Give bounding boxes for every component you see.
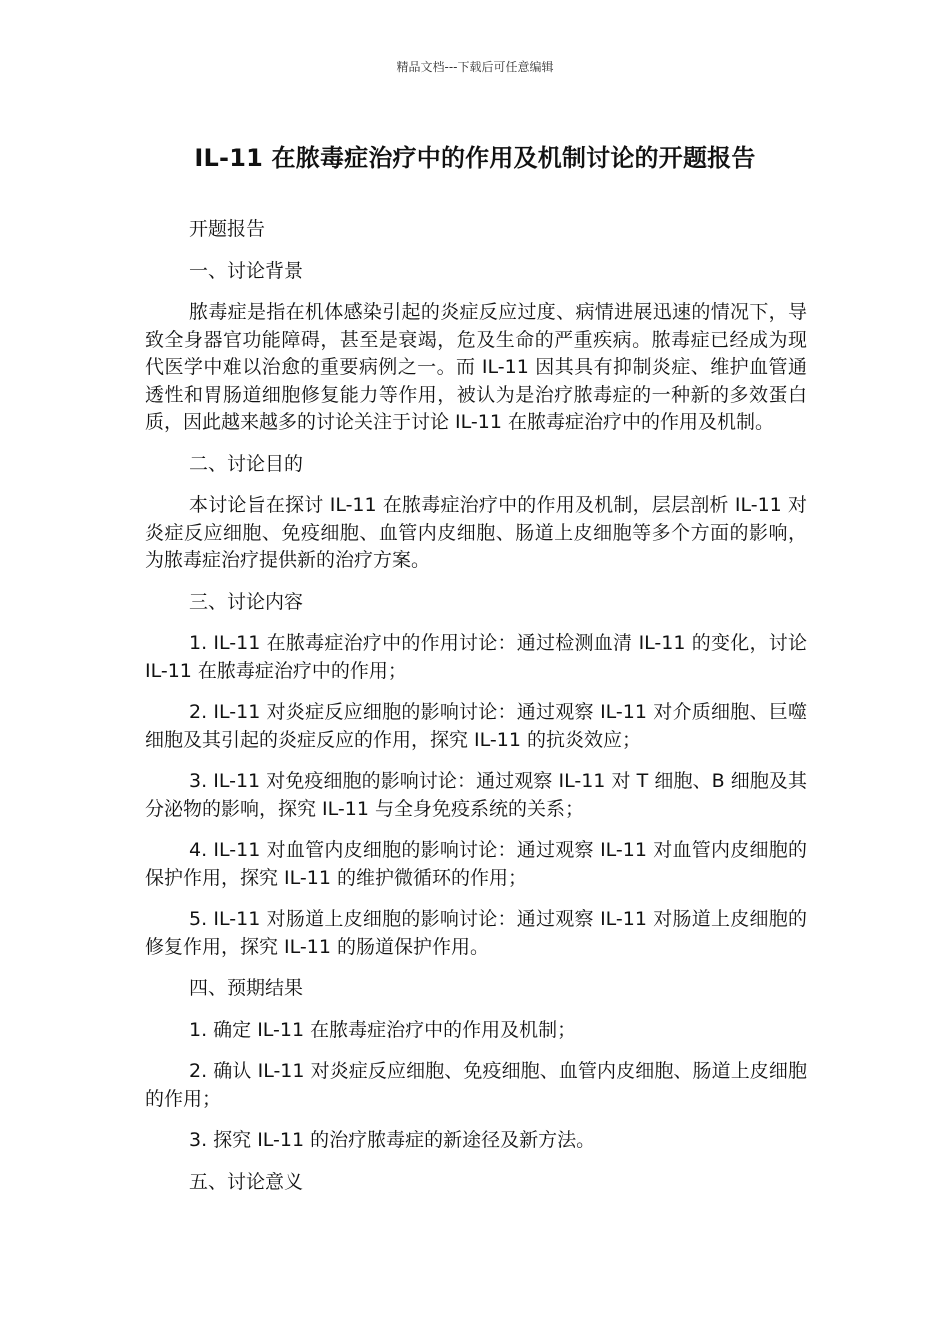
content-item: 4. IL-11 对血管内皮细胞的影响讨论：通过观察 IL-11 对血管内皮细胞的保护作用，探究 IL-11 的维护微循环的作用；	[145, 839, 807, 889]
content-item: 1. IL-11 在脓毒症治疗中的作用讨论：通过检测血清 IL-11 的变化，讨论 IL-11 在脓毒症治疗中的作用；	[145, 632, 807, 682]
document-body	[145, 216, 807, 1210]
result-item: 2. 确认 IL-11 对炎症反应细胞、免疫细胞、血管内皮细胞、肠道上皮细胞的作用；	[145, 1060, 807, 1110]
purpose-paragraph: 本讨论旨在探讨 IL-11 在脓毒症治疗中的作用及机制，层层剖析 IL-11 对炎症反应细胞、免疫细胞、血管内皮细胞、肠道上皮细胞等多个方面的影响，为脓毒症治疗提供新的治疗方案。	[145, 494, 807, 571]
section-heading-content: 三、讨论内容	[189, 590, 304, 613]
report-label: 开题报告	[189, 218, 266, 240]
section-heading-background: 一、讨论背景	[189, 259, 304, 282]
background-paragraph: 脓毒症是指在机体感染引起的炎症反应过度、病情进展迅速的情况下，导致全身器官功能障碍，甚至是衰竭，危及生命的严重疾病。脓毒症已经成为现代医学中难以治愈的重要病例之一。而 IL-11 因其具有抑制炎症、维护血管通透性和胃肠道细胞修复能力等作用，被认为是治疗脓毒症的一种新的多效蛋白质，因此越来越多的讨论关注于讨论 IL-11 在脓毒症治疗中的作用及机制。	[145, 301, 807, 433]
section-heading-significance: 五、讨论意义	[189, 1170, 304, 1193]
page-header: 精品文档---下载后可任意编辑	[396, 60, 554, 74]
result-item: 1. 确定 IL-11 在脓毒症治疗中的作用及机制；	[189, 1018, 577, 1041]
result-item: 3. 探究 IL-11 的治疗脓毒症的新途径及新方法。	[189, 1129, 596, 1151]
content-item: 2. IL-11 对炎症反应细胞的影响讨论：通过观察 IL-11 对介质细胞、巨噬细胞及其引起的炎症反应的作用，探究 IL-11 的抗炎效应；	[145, 701, 807, 751]
content-item: 3. IL-11 对免疫细胞的影响讨论：通过观察 IL-11 对 T 细胞、B 细胞及其分泌物的影响，探究 IL-11 与全身免疫系统的关系；	[145, 770, 807, 820]
content-item: 5. IL-11 对肠道上皮细胞的影响讨论：通过观察 IL-11 对肠道上皮细胞的修复作用，探究 IL-11 的肠道保护作用。	[145, 908, 807, 958]
section-heading-purpose: 二、讨论目的	[189, 452, 304, 475]
section-heading-expected-results: 四、预期结果	[189, 977, 304, 999]
document-title: IL-11 在脓毒症治疗中的作用及机制讨论的开题报告	[194, 144, 756, 172]
